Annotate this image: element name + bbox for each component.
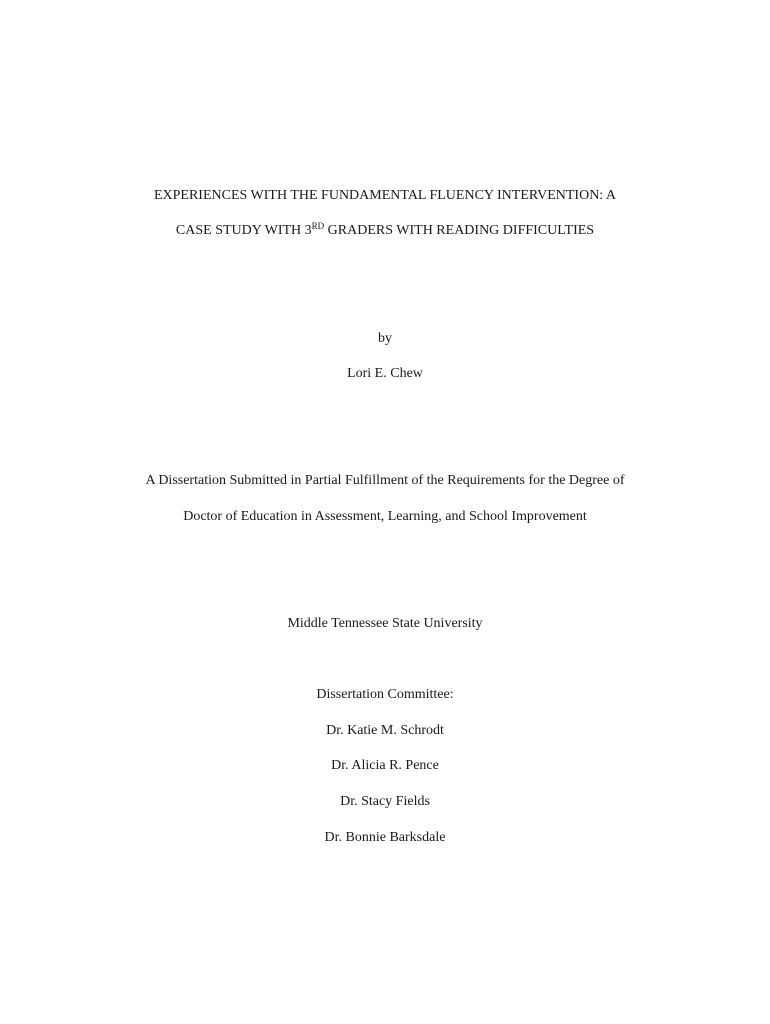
degree-statement-line-2: Doctor of Education in Assessment, Learning, and School Improvement: [183, 509, 587, 524]
title-line-2-start: CASE STUDY WITH 3: [175, 223, 312, 238]
by-label: by: [378, 331, 392, 346]
ordinal-suffix: RD: [311, 221, 325, 231]
title-line-1: EXPERIENCES WITH THE FUNDAMENTAL FLUENCY INTERVENTION: A: [153, 188, 617, 203]
committee-member: Dr. Alicia R. Pence: [331, 758, 439, 773]
committee-heading: Dissertation Committee:: [316, 687, 454, 702]
committee-member: Dr. Stacy Fields: [340, 794, 430, 809]
committee-member: Dr. Katie M. Schrodt: [326, 723, 444, 738]
degree-statement-line-1: A Dissertation Submitted in Partial Fulfillment of the Requirements for the Degree of: [145, 473, 625, 488]
committee-member: Dr. Bonnie Barksdale: [324, 830, 446, 845]
title-line-2: [0, 222, 770, 240]
author-name: Lori E. Chew: [347, 366, 423, 381]
university-name: Middle Tennessee State University: [287, 616, 483, 631]
title-line-2-end: GRADERS WITH READING DIFFICULTIES: [324, 223, 595, 238]
